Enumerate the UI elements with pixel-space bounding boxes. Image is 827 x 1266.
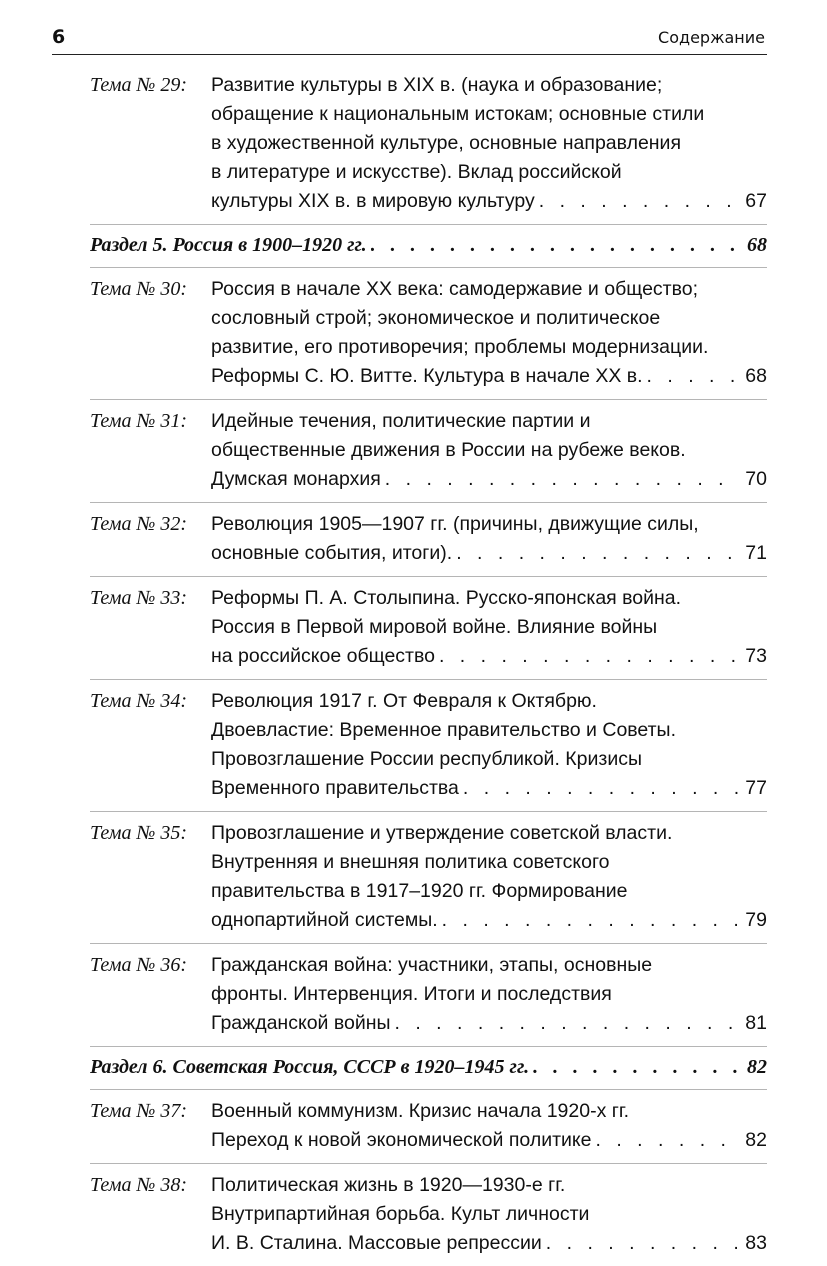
topic-line: правительства в 1917–1920 гг. Формирование — [211, 880, 628, 902]
page-ref: 68 — [747, 234, 767, 256]
toc-topic-entry — [90, 944, 767, 1047]
page-ref: 81 — [745, 1012, 767, 1034]
dot-leader — [385, 465, 740, 494]
dot-leader — [439, 642, 739, 671]
topic-last-line — [211, 774, 767, 803]
toc-topic-entry — [90, 64, 767, 225]
topic-line: сословный строй; экономическое и политическое — [211, 307, 661, 329]
topic-last-line — [211, 1229, 767, 1258]
dot-leader — [533, 1053, 741, 1082]
page-ref: 68 — [745, 365, 767, 387]
topic-line: Революция 1917 г. От Февраля к Октябрю. — [211, 690, 597, 712]
topic-line: Внутренняя и внешняя политика советского — [211, 851, 610, 873]
topic-label: Тема № 35: — [90, 822, 188, 844]
page-ref: 77 — [745, 777, 767, 799]
topic-line: Двоевластие: Временное правительство и Советы. — [211, 719, 676, 741]
page-header — [52, 24, 767, 55]
dot-leader — [647, 362, 740, 391]
table-of-contents — [90, 64, 767, 1266]
topic-last-line — [211, 362, 767, 391]
topic-last-line — [211, 187, 767, 216]
topic-line: Временного правительства — [211, 777, 459, 799]
topic-label: Тема № 29: — [90, 74, 188, 96]
toc-topic-entry — [90, 812, 767, 944]
topic-text — [211, 1171, 767, 1258]
toc-topic-entry — [90, 680, 767, 812]
topic-last-line — [211, 642, 767, 671]
topic-text — [211, 1097, 767, 1155]
topic-text — [211, 510, 767, 568]
topic-line: Провозглашение и утверждение советской власти. — [211, 822, 673, 844]
dot-leader — [463, 774, 739, 803]
topic-line: Россия в Первой мировой войне. Влияние войны — [211, 616, 658, 638]
dot-leader — [371, 231, 741, 260]
topic-line: Думская монархия — [211, 468, 381, 490]
topic-label: Тема № 36: — [90, 954, 188, 976]
topic-line: Переход к новой экономической политике — [211, 1129, 592, 1151]
topic-label: Тема № 34: — [90, 690, 188, 712]
toc-topic-entry — [90, 1164, 767, 1266]
topic-label: Тема № 33: — [90, 587, 188, 609]
topic-line: в литературе и искусстве). Вклад российской — [211, 161, 622, 183]
page-ref: 70 — [745, 468, 767, 490]
page-ref: 83 — [745, 1232, 767, 1254]
topic-line: развитие, его противоречия; проблемы модернизации. — [211, 336, 709, 358]
toc-section-entry — [90, 225, 767, 268]
dot-leader — [596, 1126, 740, 1155]
topic-line: Реформы П. А. Столыпина. Русско-японская война. — [211, 587, 682, 609]
topic-line: Гражданская война: участники, этапы, основные — [211, 954, 653, 976]
topic-line: однопартийной системы. — [211, 909, 438, 931]
toc-topic-entry — [90, 503, 767, 577]
topic-line: Гражданской войны — [211, 1012, 391, 1034]
topic-last-line — [211, 906, 767, 935]
topic-line: основные события, итоги). — [211, 542, 453, 564]
topic-text — [211, 275, 767, 391]
topic-text — [211, 951, 767, 1038]
topic-line: Россия в начале XX века: самодержавие и общество; — [211, 278, 698, 300]
topic-last-line — [211, 1126, 767, 1155]
topic-line: Революция 1905—1907 гг. (причины, движущие силы, — [211, 513, 699, 535]
topic-line: фронты. Интервенция. Итоги и последствия — [211, 983, 612, 1005]
topic-last-line — [211, 539, 767, 568]
topic-line: на российское общество — [211, 645, 435, 667]
page-ref: 73 — [745, 645, 767, 667]
topic-text — [211, 584, 767, 671]
toc-topic-entry — [90, 577, 767, 680]
dot-leader — [442, 906, 740, 935]
topic-line: Реформы С. Ю. Витте. Культура в начале XX в. — [211, 365, 643, 387]
topic-line: Политическая жизнь в 1920—1930-е гг. — [211, 1174, 566, 1196]
page-ref: 67 — [745, 190, 767, 212]
topic-line: Военный коммунизм. Кризис начала 1920-х гг. — [211, 1100, 630, 1122]
topic-line: Провозглашение России республикой. Кризисы — [211, 748, 642, 770]
topic-line: в художественной культуре, основные направления — [211, 132, 682, 154]
page-ref: 82 — [745, 1129, 767, 1151]
toc-topic-entry — [90, 400, 767, 503]
topic-text — [211, 407, 767, 494]
page-ref: 79 — [745, 909, 767, 931]
running-header-title: Содержание — [658, 28, 765, 47]
page-number: 6 — [52, 26, 66, 48]
topic-line: Внутрипартийная борьба. Культ личности — [211, 1203, 590, 1225]
page-ref: 71 — [745, 542, 767, 564]
toc-topic-entry — [90, 268, 767, 400]
topic-label: Тема № 31: — [90, 410, 188, 432]
topic-line: Развитие культуры в XIX в. (наука и образование; — [211, 74, 663, 96]
topic-line: культуры XIX в. в мировую культуру — [211, 190, 535, 212]
topic-line: Идейные течения, политические партии и — [211, 410, 591, 432]
dot-leader — [539, 187, 740, 216]
topic-label: Тема № 38: — [90, 1174, 188, 1196]
dot-leader — [456, 539, 739, 568]
topic-text — [211, 71, 767, 216]
topic-text — [211, 687, 767, 803]
section-title: Раздел 5. Россия в 1900–1920 гг. — [90, 234, 367, 256]
toc-topic-entry — [90, 1090, 767, 1164]
dot-leader — [395, 1009, 740, 1038]
topic-line: обращение к национальным истокам; основные стили — [211, 103, 705, 125]
topic-last-line — [211, 1009, 767, 1038]
dot-leader — [546, 1229, 740, 1258]
page-ref: 82 — [747, 1056, 767, 1078]
topic-label: Тема № 37: — [90, 1100, 188, 1122]
topic-label: Тема № 32: — [90, 513, 188, 535]
topic-line: И. В. Сталина. Массовые репрессии — [211, 1232, 542, 1254]
section-title: Раздел 6. Советская Россия, СССР в 1920–1945 гг. — [90, 1056, 530, 1078]
toc-section-entry — [90, 1047, 767, 1090]
topic-text — [211, 819, 767, 935]
topic-line: общественные движения в России на рубеже веков. — [211, 439, 686, 461]
topic-last-line — [211, 465, 767, 494]
topic-label: Тема № 30: — [90, 278, 188, 300]
